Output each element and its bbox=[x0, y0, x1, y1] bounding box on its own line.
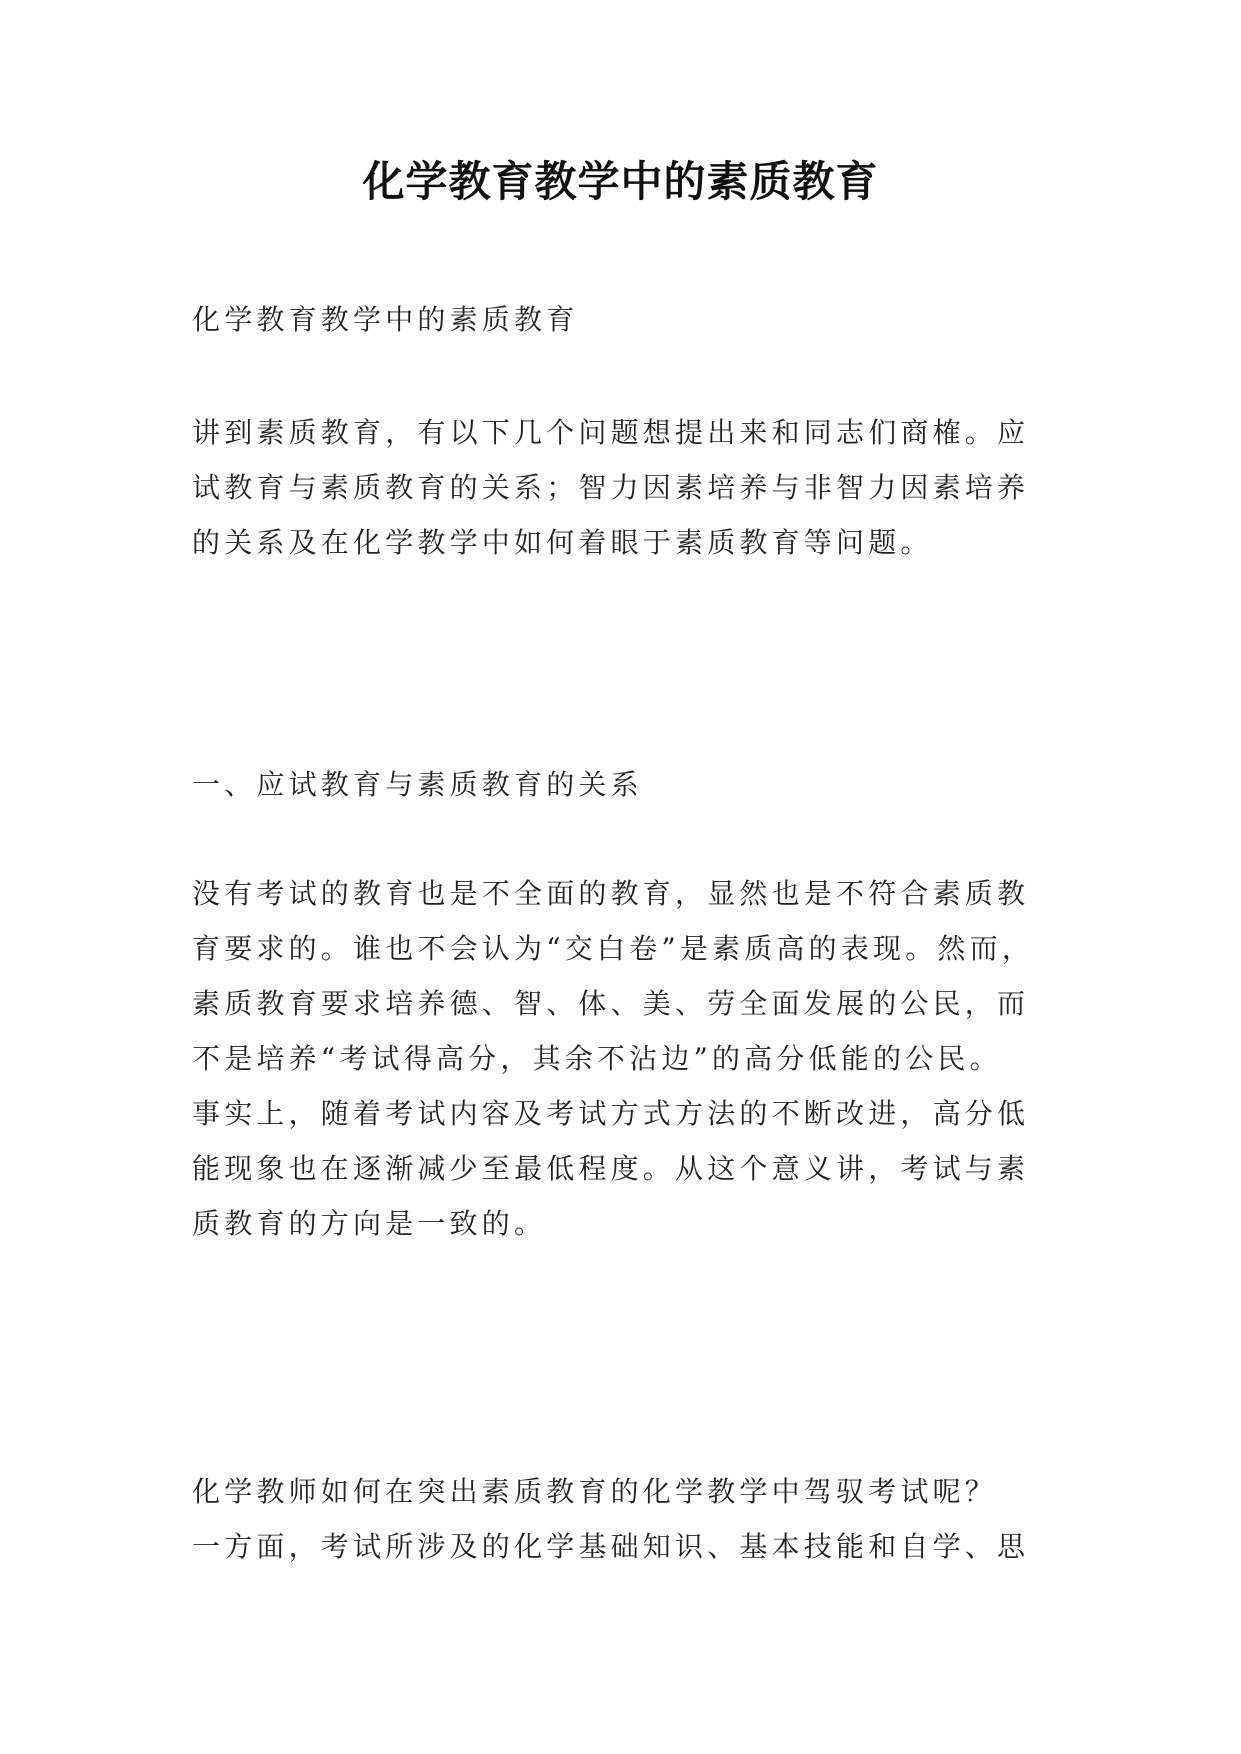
section-heading: 一、应试教育与素质教育的关系 bbox=[192, 768, 643, 801]
paragraph-line: 化学教师如何在突出素质教育的化学教学中驾驭考试呢？ bbox=[192, 1475, 998, 1508]
paragraph-line: 质教育的方向是一致的。 bbox=[192, 1207, 547, 1240]
paragraph-line: 不是培养“考试得高分，其余不沾边”的高分低能的公民。 bbox=[192, 1042, 1002, 1075]
paragraph-line: 素质教育要求培养德、智、体、美、劳全面发展的公民，而 bbox=[192, 987, 1030, 1020]
intro-line: 讲到素质教育，有以下几个问题想提出来和同志们商榷。应 bbox=[192, 416, 1030, 449]
paragraph-line: 没有考试的教育也是不全面的教育，显然也是不符合素质教 bbox=[192, 877, 1030, 910]
document-subtitle: 化学教育教学中的素质教育 bbox=[192, 303, 579, 336]
intro-paragraph bbox=[192, 405, 1054, 570]
paragraph-line: 事实上，随着考试内容及考试方式方法的不断改进，高分低 bbox=[192, 1097, 1030, 1130]
body-paragraph bbox=[192, 866, 1054, 1251]
intro-line: 试教育与素质教育的关系；智力因素培养与非智力因素培养 bbox=[192, 471, 1030, 504]
body-paragraph bbox=[192, 1464, 1054, 1574]
paragraph-line: 能现象也在逐渐减少至最低程度。从这个意义讲，考试与素 bbox=[192, 1152, 1030, 1185]
intro-line: 的关系及在化学教学中如何着眼于素质教育等问题。 bbox=[192, 526, 933, 559]
paragraph-line: 育要求的。谁也不会认为“交白卷”是素质高的表现。然而， bbox=[192, 932, 1035, 965]
paragraph-line: 一方面，考试所涉及的化学基础知识、基本技能和自学、思 bbox=[192, 1530, 1030, 1563]
document-title: 化学教育教学中的素质教育 bbox=[362, 157, 879, 206]
